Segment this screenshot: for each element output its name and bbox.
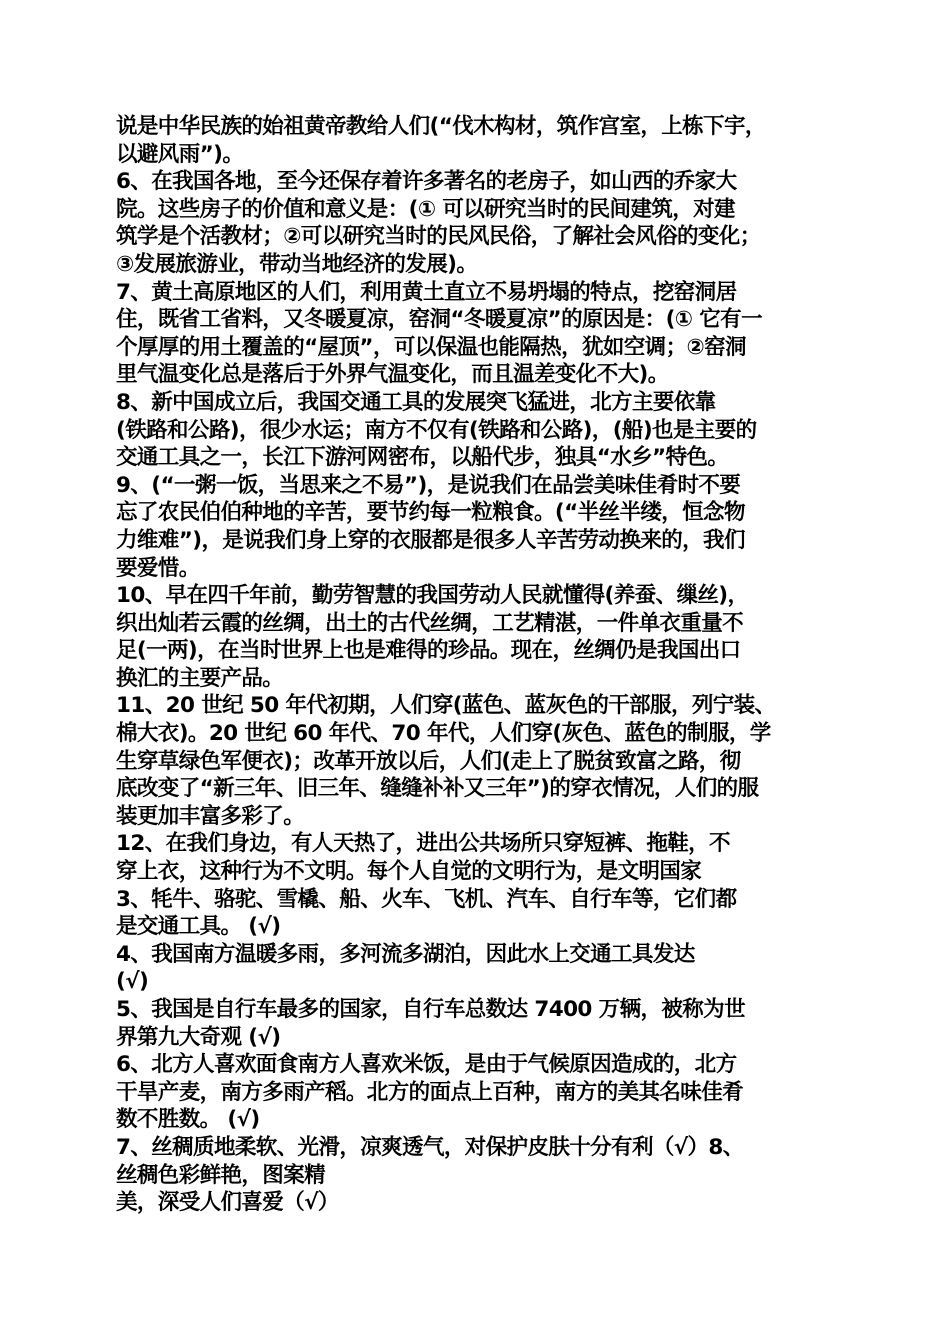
text-line: 织出灿若云霞的丝绸，出土的古代丝绸，工艺精湛，一件单衣重量不 (116, 610, 744, 636)
text-line: 穿上衣，这种行为不文明。每个人自觉的文明行为，是文明国家 (116, 859, 702, 885)
text-line: 换汇的主要产品。 (116, 665, 284, 691)
text-line: 9、(“一粥一饭，当思来之不易”)，是说我们在品尝美味佳肴时不要 (116, 472, 741, 498)
text-line: 忘了农民伯伯种地的辛苦，要节约每一粒粮食。(“半丝半缕，恒念物 (116, 500, 745, 526)
text-line: 要爱惜。 (116, 555, 200, 581)
text-line: 是交通工具。 (√) (116, 914, 281, 940)
text-line: (铁路和公路)，很少水运；南方不仅有(铁路和公路)，(船)也是主要的 (116, 417, 757, 443)
text-line: 5、我国是自行车最多的国家，自行车总数达 7400 万辆，被称为世 (116, 997, 745, 1022)
text-line: 个厚厚的用土覆盖的“屋顶”，可以保温也能隔热，犹如空调；②窑洞 (116, 334, 746, 360)
text-line: 丝稠色彩鲜艳，图案精 (116, 1162, 326, 1188)
text-line: 底改变了“新三年、旧三年、缝缝补补又三年”)的穿衣情况，人们的服 (116, 776, 759, 802)
text-line: 生穿草绿色军便衣)；改革开放以后，人们(走上了脱贫致富之路，彻 (116, 748, 741, 774)
text-line: 6、北方人喜欢面食南方人喜欢米饭，是由于气候原因造成的，北方 (116, 1052, 737, 1078)
text-line: 10、早在四千年前，勤劳智慧的我国劳动人民就懂得(养蚕、缫丝)， (116, 583, 749, 609)
text-line: 足(一两)，在当时世界上也是难得的珍品。现在，丝绸仍是我国出口 (116, 638, 741, 664)
text-line: ③发展旅游业，带动当地经济的发展)。 (116, 251, 478, 277)
text-line: 7、黄土高原地区的人们，利用黄土直立不易坍塌的特点，挖窑洞居 (116, 279, 737, 305)
text-line: 力维难”)，是说我们身上穿的衣服都是很多人辛苦劳动换来的，我们 (116, 527, 745, 553)
text-line: 筑学是个活教材；②可以研究当时的民风民俗，了解社会风俗的变化； (116, 224, 761, 250)
text-line: 说是中华民族的始祖黄帝教给人们(“伐木构材，筑作宫室，上栋下宇， (116, 114, 766, 139)
text-line: 交通工具之一，长江下游河网密布，以船代步，独具“水乡”特色。 (116, 445, 729, 471)
text-line: 装更加丰富多彩了。 (116, 803, 305, 829)
text-line: 7、丝稠质地柔软、光滑，凉爽透气，对保护皮肤十分有利（√）8、 (116, 1134, 744, 1160)
text-line: 数不胜数。 (√) (116, 1107, 260, 1133)
text-line: 3、牦牛、骆驼、雪橇、船、火车、飞机、汽车、自行车等，它们都 (116, 886, 737, 912)
text-line: 棉大衣)。20 世纪 60 年代、70 年代，人们穿(灰色、蓝色的制服，学 (116, 721, 771, 747)
text-line: 以避风雨”)。 (116, 141, 244, 167)
text-line: 6、在我国各地，至今还保存着许多著名的老房子，如山西的乔家大 (116, 169, 737, 195)
text-line: 美，深受人们喜爱（√） (116, 1190, 339, 1216)
text-line: (√) (116, 969, 149, 995)
text-line: 8、新中国成立后，我国交通工具的发展突飞猛进，北方主要依靠 (116, 389, 716, 415)
text-line: 里气温变化总是落后于外界气温变化，而且温差变化不大)。 (116, 362, 669, 388)
text-line: 4、我国南方温暖多雨，多河流多湖泊，因此水上交通工具发达 (116, 941, 695, 967)
document-body (116, 113, 844, 1217)
text-line: 界第九大奇观 (√) (116, 1024, 281, 1050)
text-line: 11、20 世纪 50 年代初期，人们穿(蓝色、蓝灰色的干部服，列宁装、 (116, 693, 776, 719)
text-line: 住，既省工省料，又冬暖夏凉，窑洞“冬暖夏凉”的原因是：(① 它有一 (116, 307, 762, 333)
text-line: 干旱产麦，南方多雨产稻。北方的面点上百种，南方的美其名味佳肴 (116, 1079, 744, 1105)
text-line: 院。这些房子的价值和意义是：(① 可以研究当时的民间建筑，对建 (116, 196, 735, 222)
text-line: 12、在我们身边，有人天热了，进出公共场所只穿短裤、拖鞋，不 (116, 831, 730, 857)
